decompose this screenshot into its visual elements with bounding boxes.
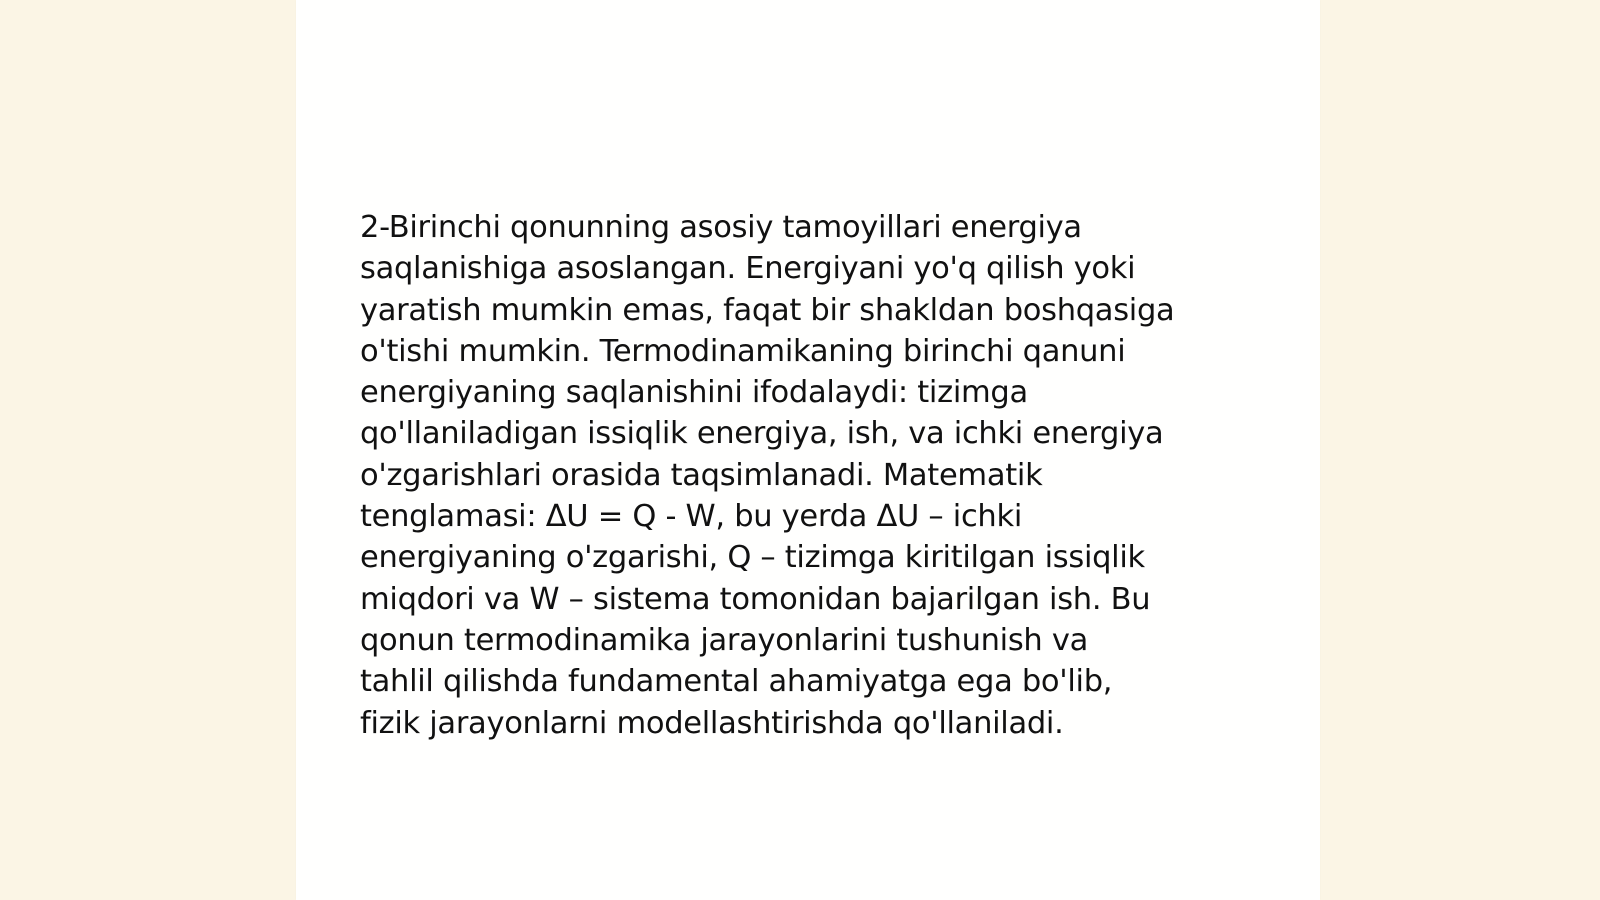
text-line: 2-Birinchi qonunning asosiy tamoyillari energiya — [360, 210, 1082, 245]
right-background-panel — [1320, 0, 1600, 900]
text-line: qo'llaniladigan issiqlik energiya, ish, va ichki energiya — [360, 416, 1164, 452]
text-line: saqlanishiga asoslangan. Energiyani yo'q qilish yoki — [360, 251, 1136, 287]
text-line: qonun termodinamika jarayonlarini tushunish va — [360, 622, 1088, 658]
slide-body-text — [360, 207, 1250, 744]
text-line: o'zgarishlari orasida taqsimlanadi. Matematik — [360, 457, 1043, 493]
text-line: tenglamasi: ΔU = Q - W, bu yerda ΔU – ichki — [360, 499, 1022, 535]
text-line: fizik jarayonlarni modellashtirishda qo'llaniladi. — [360, 705, 1064, 741]
text-line: yaratish mumkin emas, faqat bir shakldan boshqasiga — [360, 292, 1175, 328]
text-line: energiyaning o'zgarishi, Q – tizimga kiritilgan issiqlik — [360, 540, 1145, 576]
text-line: tahlil qilishda fundamental ahamiyatga ega bo'lib, — [360, 664, 1113, 700]
text-line: o'tishi mumkin. Termodinamikaning birinchi qanuni — [360, 333, 1126, 369]
left-background-panel — [0, 0, 296, 900]
text-line: miqdori va W – sistema tomonidan bajarilgan ish. Bu — [360, 581, 1151, 617]
slide-page — [296, 0, 1320, 900]
text-line: energiyaning saqlanishini ifodalaydi: tizimga — [360, 375, 1028, 411]
